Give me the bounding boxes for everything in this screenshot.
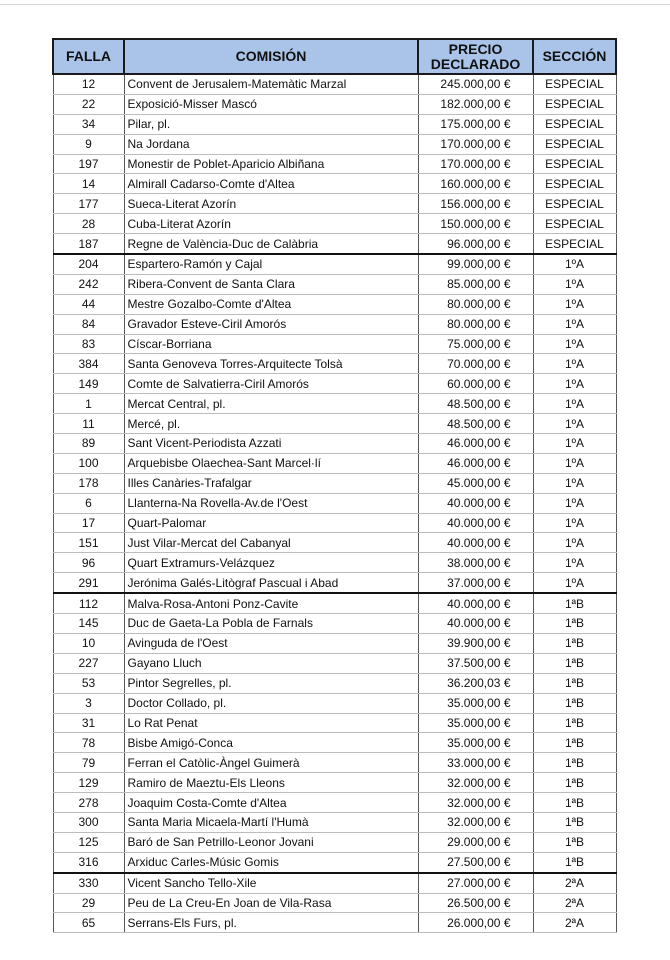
falla-cell: 14 [53, 174, 124, 194]
precio-cell: 46.000,00 € [418, 434, 533, 454]
comision-cell: Almirall Cadarso-Comte d'Altea [124, 174, 418, 194]
table-body [53, 74, 616, 933]
table-row [53, 453, 616, 473]
comision-cell: Santa Genoveva Torres-Arquitecte Tolsà [124, 354, 418, 374]
comision-cell: Mercat Central, pl. [124, 394, 418, 414]
precio-cell: 39.900,00 € [418, 633, 533, 653]
comision-cell: Ribera-Convent de Santa Clara [124, 274, 418, 294]
seccion-cell: 1ªB [533, 793, 616, 813]
precio-cell: 150.000,00 € [418, 214, 533, 234]
falla-cell: 11 [53, 414, 124, 434]
seccion-cell: 1ªB [533, 812, 616, 832]
seccion-cell: ESPECIAL [533, 214, 616, 234]
comision-cell: Comte de Salvatierra-Ciril Amorós [124, 374, 418, 394]
table-row [53, 394, 616, 414]
table-row [53, 812, 616, 832]
table-row [53, 94, 616, 114]
falla-cell: 178 [53, 473, 124, 493]
comision-cell: Regne de València-Duc de Calàbria [124, 234, 418, 254]
comision-cell: Convent de Jerusalem-Matemàtic Marzal [124, 74, 418, 94]
falla-cell: 17 [53, 513, 124, 533]
header-comision: COMISIÓN [124, 39, 418, 74]
seccion-cell: 1ºA [533, 274, 616, 294]
falla-cell: 125 [53, 832, 124, 852]
precio-cell: 45.000,00 € [418, 473, 533, 493]
table-row [53, 773, 616, 793]
table-row [53, 414, 616, 434]
seccion-cell: 1ºA [533, 453, 616, 473]
seccion-cell: 1ºA [533, 334, 616, 354]
seccion-cell: 1ºA [533, 414, 616, 434]
falla-cell: 83 [53, 334, 124, 354]
table-row [53, 214, 616, 234]
seccion-cell: 1ºA [533, 533, 616, 553]
table-row [53, 114, 616, 134]
precio-cell: 48.500,00 € [418, 394, 533, 414]
falla-cell: 129 [53, 773, 124, 793]
falla-cell: 112 [53, 593, 124, 613]
seccion-cell: 1ªB [533, 593, 616, 613]
comision-cell: Císcar-Borriana [124, 334, 418, 354]
seccion-cell: 1ºA [533, 513, 616, 533]
falla-cell: 291 [53, 573, 124, 593]
precio-cell: 182.000,00 € [418, 94, 533, 114]
precio-cell: 40.000,00 € [418, 614, 533, 634]
falla-cell: 9 [53, 134, 124, 154]
falla-cell: 53 [53, 673, 124, 693]
table-row [53, 913, 616, 933]
table-row [53, 234, 616, 254]
seccion-cell: 1ºA [533, 473, 616, 493]
seccion-cell: 1ªB [533, 733, 616, 753]
precio-cell: 156.000,00 € [418, 194, 533, 214]
falla-cell: 177 [53, 194, 124, 214]
seccion-cell: 1ªB [533, 614, 616, 634]
precio-cell: 36.200,03 € [418, 673, 533, 693]
falla-cell: 65 [53, 913, 124, 933]
falla-cell: 197 [53, 154, 124, 174]
comision-cell: Cuba-Literat Azorín [124, 214, 418, 234]
comision-cell: Sant Vicent-Periodista Azzati [124, 434, 418, 454]
table-row [53, 174, 616, 194]
precio-cell: 32.000,00 € [418, 793, 533, 813]
seccion-cell: 1ªB [533, 693, 616, 713]
precio-cell: 46.000,00 € [418, 453, 533, 473]
comision-cell: Arquebisbe Olaechea-Sant Marcel·lí [124, 453, 418, 473]
precio-cell: 175.000,00 € [418, 114, 533, 134]
comision-cell: Espartero-Ramón y Cajal [124, 254, 418, 274]
table-row [53, 593, 616, 613]
table-row [53, 733, 616, 753]
seccion-cell: ESPECIAL [533, 114, 616, 134]
header-falla: FALLA [53, 39, 124, 74]
precio-cell: 37.500,00 € [418, 653, 533, 673]
falla-cell: 79 [53, 753, 124, 773]
falla-cell: 78 [53, 733, 124, 753]
precio-cell: 245.000,00 € [418, 74, 533, 94]
comision-cell: Jerónima Galés-Litògraf Pascual i Abad [124, 573, 418, 593]
comision-cell: Vicent Sancho Tello-Xile [124, 873, 418, 893]
falla-cell: 44 [53, 294, 124, 314]
header-precio-line1: PRECIO [448, 40, 503, 57]
falla-cell: 316 [53, 852, 124, 872]
falla-cell: 384 [53, 354, 124, 374]
falla-cell: 28 [53, 214, 124, 234]
comision-cell: Serrans-Els Furs, pl. [124, 913, 418, 933]
precio-cell: 40.000,00 € [418, 493, 533, 513]
falla-cell: 6 [53, 493, 124, 513]
precio-cell: 29.000,00 € [418, 832, 533, 852]
falla-cell: 89 [53, 434, 124, 454]
comision-cell: Baró de San Petrillo-Leonor Jovani [124, 832, 418, 852]
comision-cell: Mercé, pl. [124, 414, 418, 434]
table-header [53, 39, 616, 74]
table-row [53, 673, 616, 693]
comision-cell: Ramiro de Maeztu-Els Lleons [124, 773, 418, 793]
seccion-cell: ESPECIAL [533, 94, 616, 114]
seccion-cell: 1ºA [533, 374, 616, 394]
seccion-cell: 1ªB [533, 773, 616, 793]
comision-cell: Llanterna-Na Rovella-Av.de l'Oest [124, 493, 418, 513]
precio-cell: 38.000,00 € [418, 553, 533, 573]
table-row [53, 374, 616, 394]
seccion-cell: ESPECIAL [533, 194, 616, 214]
falla-cell: 34 [53, 114, 124, 134]
comision-cell: Doctor Collado, pl. [124, 693, 418, 713]
comision-cell: Na Jordana [124, 134, 418, 154]
table-row [53, 354, 616, 374]
seccion-cell: 1ªB [533, 832, 616, 852]
table-row [53, 334, 616, 354]
precio-cell: 27.500,00 € [418, 852, 533, 872]
falla-cell: 12 [53, 74, 124, 94]
precio-cell: 35.000,00 € [418, 693, 533, 713]
falla-cell: 1 [53, 394, 124, 414]
precio-cell: 60.000,00 € [418, 374, 533, 394]
comision-cell: Quart-Palomar [124, 513, 418, 533]
falla-cell: 22 [53, 94, 124, 114]
precio-cell: 160.000,00 € [418, 174, 533, 194]
seccion-cell: 1ªB [533, 713, 616, 733]
comision-cell: Lo Rat Penat [124, 713, 418, 733]
comision-cell: Sueca-Literat Azorín [124, 194, 418, 214]
seccion-cell: 1ºA [533, 354, 616, 374]
precio-cell: 99.000,00 € [418, 254, 533, 274]
precio-cell: 40.000,00 € [418, 593, 533, 613]
seccion-cell: 2ªA [533, 873, 616, 893]
comision-cell: Monestir de Poblet-Aparicio Albiñana [124, 154, 418, 174]
precio-cell: 170.000,00 € [418, 134, 533, 154]
comision-cell: Avinguda de l'Oest [124, 633, 418, 653]
precio-cell: 26.000,00 € [418, 913, 533, 933]
comision-cell: Joaquim Costa-Comte d'Altea [124, 793, 418, 813]
seccion-cell: 1ºA [533, 434, 616, 454]
table-row [53, 513, 616, 533]
table-row [53, 614, 616, 634]
seccion-cell: 1ºA [533, 493, 616, 513]
comision-cell: Gayano Lluch [124, 653, 418, 673]
precio-cell: 75.000,00 € [418, 334, 533, 354]
seccion-cell: 1ªB [533, 673, 616, 693]
seccion-cell: 1ªB [533, 633, 616, 653]
falla-cell: 3 [53, 693, 124, 713]
header-precio-line2: DECLARADO [430, 55, 521, 72]
seccion-cell: ESPECIAL [533, 74, 616, 94]
precio-cell: 96.000,00 € [418, 234, 533, 254]
table-row [53, 74, 616, 94]
seccion-cell: 1ªB [533, 852, 616, 872]
falla-cell: 145 [53, 614, 124, 634]
falla-cell: 149 [53, 374, 124, 394]
precio-cell: 48.500,00 € [418, 414, 533, 434]
table-row [53, 154, 616, 174]
seccion-cell: 1ºA [533, 553, 616, 573]
table-row [53, 753, 616, 773]
precio-cell: 26.500,00 € [418, 893, 533, 913]
fallas-table [52, 38, 617, 933]
comision-cell: Santa Maria Micaela-Martí l'Humà [124, 812, 418, 832]
precio-cell: 27.000,00 € [418, 873, 533, 893]
falla-cell: 100 [53, 453, 124, 473]
comision-cell: Duc de Gaeta-La Pobla de Farnals [124, 614, 418, 634]
seccion-cell: 1ºA [533, 314, 616, 334]
seccion-cell: 1ºA [533, 294, 616, 314]
header-seccion: SECCIÓN [533, 39, 616, 74]
precio-cell: 85.000,00 € [418, 274, 533, 294]
table-row [53, 793, 616, 813]
falla-cell: 227 [53, 653, 124, 673]
precio-cell: 32.000,00 € [418, 773, 533, 793]
falla-cell: 31 [53, 713, 124, 733]
table-row [53, 693, 616, 713]
header-precio [418, 39, 533, 74]
comision-cell: Arxiduc Carles-Músic Gomis [124, 852, 418, 872]
table-row [53, 573, 616, 593]
falla-cell: 96 [53, 553, 124, 573]
seccion-cell: ESPECIAL [533, 154, 616, 174]
comision-cell: Exposició-Misser Mascó [124, 94, 418, 114]
table-row [53, 553, 616, 573]
table-row [53, 893, 616, 913]
table-row [53, 194, 616, 214]
comision-cell: Pilar, pl. [124, 114, 418, 134]
seccion-cell: 1ºA [533, 573, 616, 593]
falla-cell: 151 [53, 533, 124, 553]
seccion-cell: 2ªA [533, 893, 616, 913]
precio-cell: 35.000,00 € [418, 733, 533, 753]
table-row [53, 294, 616, 314]
precio-cell: 80.000,00 € [418, 294, 533, 314]
precio-cell: 32.000,00 € [418, 812, 533, 832]
falla-cell: 10 [53, 633, 124, 653]
comision-cell: Just Vilar-Mercat del Cabanyal [124, 533, 418, 553]
comision-cell: Gravador Esteve-Ciril Amorós [124, 314, 418, 334]
table-row [53, 434, 616, 454]
seccion-cell: ESPECIAL [533, 174, 616, 194]
table-row [53, 653, 616, 673]
table-row [53, 713, 616, 733]
table-row [53, 473, 616, 493]
precio-cell: 70.000,00 € [418, 354, 533, 374]
falla-cell: 29 [53, 893, 124, 913]
top-edge-line [0, 0, 670, 5]
falla-cell: 278 [53, 793, 124, 813]
seccion-cell: ESPECIAL [533, 234, 616, 254]
comision-cell: Peu de La Creu-En Joan de Vila-Rasa [124, 893, 418, 913]
table-row [53, 493, 616, 513]
comision-cell: Illes Canàries-Trafalgar [124, 473, 418, 493]
falla-cell: 204 [53, 254, 124, 274]
precio-cell: 37.000,00 € [418, 573, 533, 593]
falla-cell: 242 [53, 274, 124, 294]
seccion-cell: 1ªB [533, 653, 616, 673]
precio-cell: 40.000,00 € [418, 533, 533, 553]
precio-cell: 33.000,00 € [418, 753, 533, 773]
header-row [53, 39, 616, 74]
comision-cell: Bisbe Amigó-Conca [124, 733, 418, 753]
falla-cell: 187 [53, 234, 124, 254]
precio-cell: 80.000,00 € [418, 314, 533, 334]
table-row [53, 274, 616, 294]
seccion-cell: ESPECIAL [533, 134, 616, 154]
falla-cell: 330 [53, 873, 124, 893]
table-row [53, 134, 616, 154]
comision-cell: Quart Extramurs-Velázquez [124, 553, 418, 573]
seccion-cell: 1ºA [533, 254, 616, 274]
precio-cell: 170.000,00 € [418, 154, 533, 174]
table-row [53, 633, 616, 653]
comision-cell: Malva-Rosa-Antoni Ponz-Cavite [124, 593, 418, 613]
precio-cell: 40.000,00 € [418, 513, 533, 533]
comision-cell: Mestre Gozalbo-Comte d'Altea [124, 294, 418, 314]
seccion-cell: 2ªA [533, 913, 616, 933]
table-row [53, 533, 616, 553]
table-row [53, 832, 616, 852]
table-row [53, 254, 616, 274]
comision-cell: Pintor Segrelles, pl. [124, 673, 418, 693]
table-row [53, 852, 616, 872]
precio-cell: 35.000,00 € [418, 713, 533, 733]
comision-cell: Ferran el Catòlic-Àngel Guimerà [124, 753, 418, 773]
seccion-cell: 1ºA [533, 394, 616, 414]
falla-cell: 300 [53, 812, 124, 832]
fallas-table-sheet [52, 38, 615, 933]
falla-cell: 84 [53, 314, 124, 334]
table-row [53, 873, 616, 893]
seccion-cell: 1ªB [533, 753, 616, 773]
table-row [53, 314, 616, 334]
